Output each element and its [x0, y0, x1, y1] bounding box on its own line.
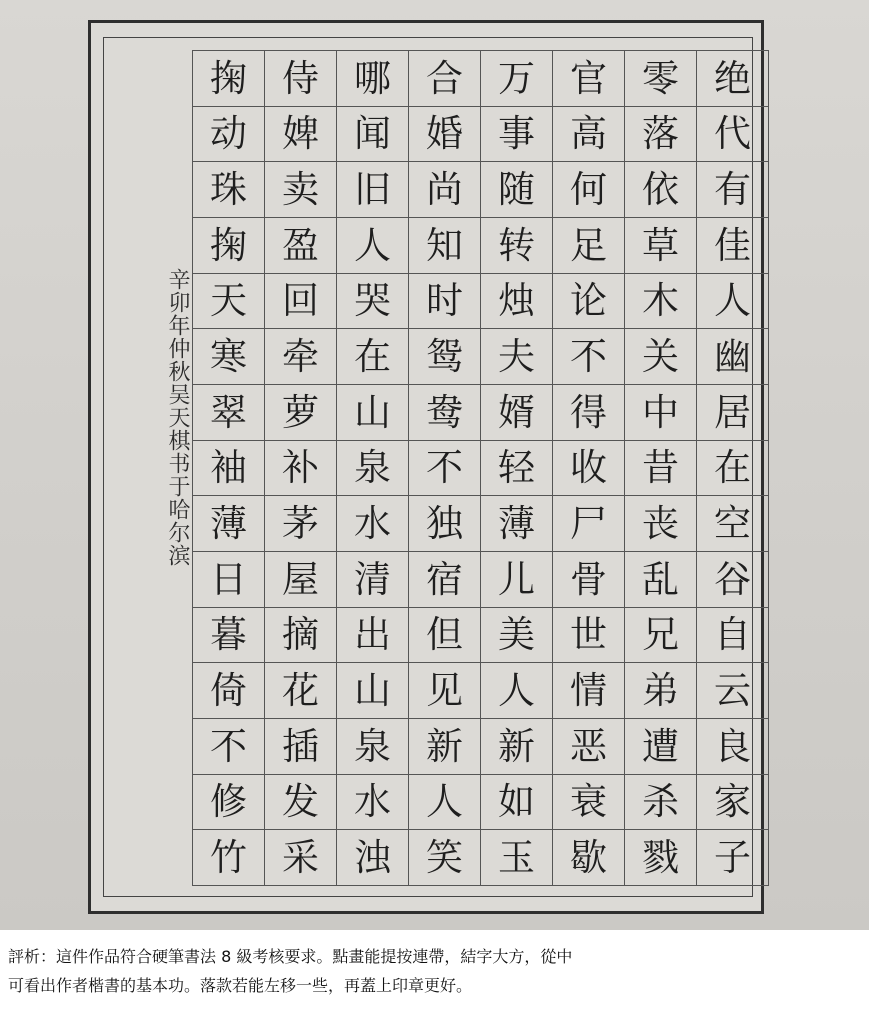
- grid-cell: 烛: [481, 274, 553, 330]
- grid-cell: 山: [337, 385, 409, 441]
- grid-cell: 遭: [625, 719, 697, 775]
- grid-cell: 弟: [625, 663, 697, 719]
- grid-cell: 清: [337, 552, 409, 608]
- grid-cell: 袖: [193, 441, 265, 497]
- grid-cell: 闻: [337, 107, 409, 163]
- grid-cell: 代: [697, 107, 769, 163]
- grid-cell: 泉: [337, 719, 409, 775]
- grid-cell: 但: [409, 608, 481, 664]
- grid-cell: 水: [337, 496, 409, 552]
- grid-cell: 在: [337, 329, 409, 385]
- grid-cell: 天: [193, 274, 265, 330]
- grid-cell: 官: [553, 51, 625, 107]
- grid-cell: 歇: [553, 830, 625, 886]
- grid-cell: 恶: [553, 719, 625, 775]
- grid-cell: 牵: [265, 329, 337, 385]
- grid-cell: 落: [625, 107, 697, 163]
- grid-cell: 不: [193, 719, 265, 775]
- grid-cell: 中: [625, 385, 697, 441]
- commentary-line-2: 可看出作者楷書的基本功。落款若能左移一些，再蓋上印章更好。: [8, 976, 473, 995]
- grid-cell: 衰: [553, 775, 625, 831]
- grid-cell: 出: [337, 608, 409, 664]
- grid-cell: 婚: [409, 107, 481, 163]
- grid-cell: 鸳: [409, 329, 481, 385]
- grid-cell: 摘: [265, 608, 337, 664]
- grid-cell: 空: [697, 496, 769, 552]
- grid-cell: 良: [697, 719, 769, 775]
- grid-cell: 杀: [625, 775, 697, 831]
- grid-cell: 足: [553, 218, 625, 274]
- grid-cell: 云: [697, 663, 769, 719]
- grid-cell: 花: [265, 663, 337, 719]
- grid-cell: 日: [193, 552, 265, 608]
- grid-cell: 零: [625, 51, 697, 107]
- commentary-line-1: 評析：這件作品符合硬筆書法 8 級考核要求。點畫能提按連帶，結字大方，從中: [8, 947, 573, 966]
- grid-cell: 人: [481, 663, 553, 719]
- grid-cell: 修: [193, 775, 265, 831]
- grid-cell: 尸: [553, 496, 625, 552]
- grid-cell: 尚: [409, 162, 481, 218]
- grid-cell: 夫: [481, 329, 553, 385]
- grid-cell: 动: [193, 107, 265, 163]
- grid-cell: 水: [337, 775, 409, 831]
- grid-cell: 情: [553, 663, 625, 719]
- grid-cell: 知: [409, 218, 481, 274]
- grid-cell: 谷: [697, 552, 769, 608]
- commentary: [8, 942, 858, 1000]
- grid-cell: 随: [481, 162, 553, 218]
- grid-cell: 人: [337, 218, 409, 274]
- grid-cell: 珠: [193, 162, 265, 218]
- grid-cell: 屋: [265, 552, 337, 608]
- grid-cell: 草: [625, 218, 697, 274]
- grid-cell: 婢: [265, 107, 337, 163]
- grid-cell: 山: [337, 663, 409, 719]
- grid-cell: 幽: [697, 329, 769, 385]
- grid-cell: 鸯: [409, 385, 481, 441]
- grid-cell: 绝: [697, 51, 769, 107]
- grid-cell: 自: [697, 608, 769, 664]
- grid-cell: 发: [265, 775, 337, 831]
- grid-cell: 暮: [193, 608, 265, 664]
- grid-cell: 掬: [193, 218, 265, 274]
- grid-cell: 高: [553, 107, 625, 163]
- grid-cell: 翠: [193, 385, 265, 441]
- grid-cell: 掬: [193, 51, 265, 107]
- grid-cell: 补: [265, 441, 337, 497]
- grid-cell: 哪: [337, 51, 409, 107]
- grid-cell: 世: [553, 608, 625, 664]
- grid-cell: 玉: [481, 830, 553, 886]
- grid-cell: 卖: [265, 162, 337, 218]
- calligraphy-sheet: [88, 20, 764, 914]
- grid-cell: 乱: [625, 552, 697, 608]
- grid-cell: 家: [697, 775, 769, 831]
- grid-cell: 盈: [265, 218, 337, 274]
- grid-cell: 轻: [481, 441, 553, 497]
- grid-cell: 有: [697, 162, 769, 218]
- grid-cell: 依: [625, 162, 697, 218]
- grid-cell: 薄: [481, 496, 553, 552]
- grid-cell: 泉: [337, 441, 409, 497]
- grid-cell: 新: [481, 719, 553, 775]
- grid-cell: 万: [481, 51, 553, 107]
- grid-cell: 收: [553, 441, 625, 497]
- grid-cell: 佳: [697, 218, 769, 274]
- grid-cell: 得: [553, 385, 625, 441]
- grid-cell: 采: [265, 830, 337, 886]
- grid-cell: 寒: [193, 329, 265, 385]
- grid-cell: 骨: [553, 552, 625, 608]
- grid-cell: 事: [481, 107, 553, 163]
- grid-cell: 如: [481, 775, 553, 831]
- grid-cell: 浊: [337, 830, 409, 886]
- grid-cell: 关: [625, 329, 697, 385]
- grid-cell: 何: [553, 162, 625, 218]
- grid-cell: 竹: [193, 830, 265, 886]
- grid-cell: 茅: [265, 496, 337, 552]
- grid-cell: 时: [409, 274, 481, 330]
- grid-cell: 儿: [481, 552, 553, 608]
- grid-cell: 萝: [265, 385, 337, 441]
- grid-cell: 丧: [625, 496, 697, 552]
- grid-cell: 论: [553, 274, 625, 330]
- sheet-inner-border: [103, 37, 753, 897]
- grid-cell: 在: [697, 441, 769, 497]
- grid-cell: 见: [409, 663, 481, 719]
- grid-cell: 昔: [625, 441, 697, 497]
- grid-cell: 不: [553, 329, 625, 385]
- grid-cell: 合: [409, 51, 481, 107]
- grid-cell: 子: [697, 830, 769, 886]
- grid-cell: 兄: [625, 608, 697, 664]
- grid-cell: 笑: [409, 830, 481, 886]
- grid-cell: 哭: [337, 274, 409, 330]
- grid-cell: 薄: [193, 496, 265, 552]
- grid-cell: 侍: [265, 51, 337, 107]
- grid-cell: 人: [409, 775, 481, 831]
- grid-cell: 宿: [409, 552, 481, 608]
- grid-cell: 转: [481, 218, 553, 274]
- grid-cell: 美: [481, 608, 553, 664]
- grid-cell: 独: [409, 496, 481, 552]
- grid-cell: 戮: [625, 830, 697, 886]
- grid-cell: 插: [265, 719, 337, 775]
- grid-cell: 居: [697, 385, 769, 441]
- grid-cell: 人: [697, 274, 769, 330]
- signature-inscription: 辛卯年仲秋吴天棋书于哈尔滨: [165, 268, 190, 567]
- grid-cell: 不: [409, 441, 481, 497]
- grid-cell: 旧: [337, 162, 409, 218]
- grid-cell: 新: [409, 719, 481, 775]
- grid-cell: 回: [265, 274, 337, 330]
- character-grid: [192, 50, 769, 886]
- grid-cell: 倚: [193, 663, 265, 719]
- grid-cell: 婿: [481, 385, 553, 441]
- grid-cell: 木: [625, 274, 697, 330]
